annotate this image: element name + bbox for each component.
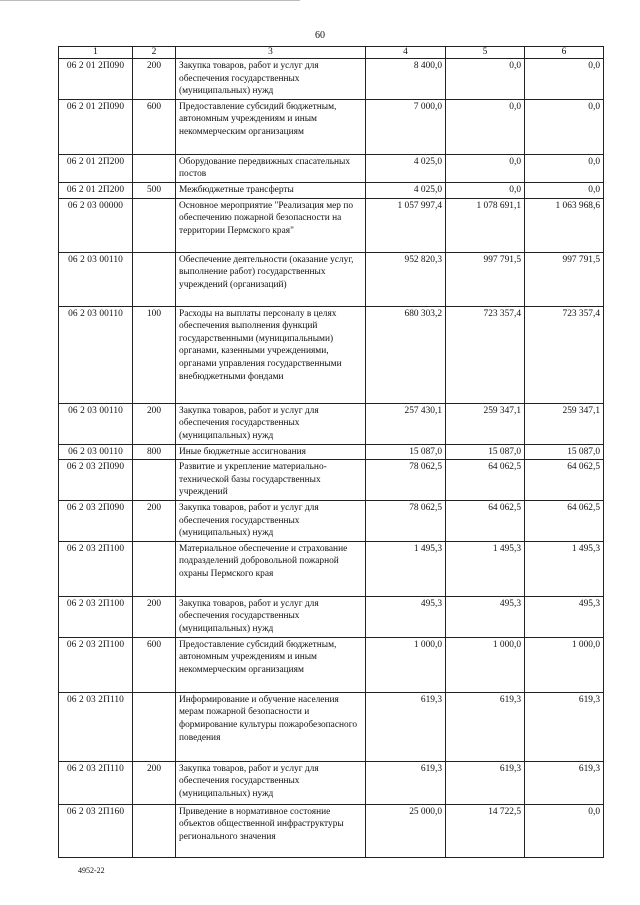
item-name-cell: Закупка товаров, работ и услуг для обеспечения государственных (муниципальных) нужд <box>176 596 366 637</box>
expense-type-cell <box>133 252 176 306</box>
amount-col4-cell: 8 400,0 <box>366 59 446 100</box>
table-row <box>59 252 604 306</box>
amount-col4-cell: 1 495,3 <box>366 541 446 596</box>
amount-col5-cell: 1 495,3 <box>446 541 525 596</box>
item-name-cell: Закупка товаров, работ и услуг для обеспечения государственных (муниципальных) нужд <box>176 500 366 541</box>
column-header: 2 <box>133 47 176 59</box>
amount-col6-cell: 997 791,5 <box>525 252 604 306</box>
expense-type-cell <box>133 198 176 252</box>
amount-col6-cell: 1 000,0 <box>525 637 604 692</box>
table-row <box>59 444 604 460</box>
expense-type-cell: 200 <box>133 500 176 541</box>
table-row <box>59 500 604 541</box>
target-code-cell: 06 2 03 2П100 <box>59 541 133 596</box>
item-name-cell: Закупка товаров, работ и услуг для обеспечения государственных (муниципальных) нужд <box>176 761 366 804</box>
target-code-cell: 06 2 03 2П110 <box>59 761 133 804</box>
amount-col5-cell: 259 347,1 <box>446 403 525 444</box>
expense-type-cell: 600 <box>133 637 176 692</box>
amount-col6-cell: 723 357,4 <box>525 306 604 403</box>
table-row <box>59 761 604 804</box>
target-code-cell: 06 2 03 00110 <box>59 444 133 460</box>
amount-col5-cell: 723 357,4 <box>446 306 525 403</box>
amount-col4-cell: 4 025,0 <box>366 154 446 182</box>
table-row <box>59 637 604 692</box>
budget-table <box>58 46 604 858</box>
amount-col6-cell: 64 062,5 <box>525 500 604 541</box>
expense-type-cell: 100 <box>133 306 176 403</box>
expense-type-cell <box>133 541 176 596</box>
expense-type-cell <box>133 154 176 182</box>
amount-col6-cell: 0,0 <box>525 804 604 857</box>
column-header: 6 <box>525 47 604 59</box>
item-name-cell: Иные бюджетные ассигнования <box>176 444 366 460</box>
amount-col5-cell: 0,0 <box>446 154 525 182</box>
amount-col4-cell: 15 087,0 <box>366 444 446 460</box>
expense-type-cell <box>133 692 176 761</box>
amount-col5-cell: 0,0 <box>446 182 525 198</box>
scan-edge-line <box>0 0 300 1</box>
amount-col6-cell: 15 087,0 <box>525 444 604 460</box>
item-name-cell: Расходы на выплаты персоналу в целях обеспечения выполнения функций государственными (муниципальными) органами, казенными учреждениями, органами управления государственными внебюджетными фондами <box>176 306 366 403</box>
amount-col6-cell: 0,0 <box>525 182 604 198</box>
amount-col4-cell: 1 057 997,4 <box>366 198 446 252</box>
expense-type-cell: 500 <box>133 182 176 198</box>
item-name-cell: Приведение в нормативное состояние объектов общественной инфраструктуры регионального значения <box>176 804 366 857</box>
amount-col4-cell: 1 000,0 <box>366 637 446 692</box>
item-name-cell: Закупка товаров, работ и услуг для обеспечения государственных (муниципальных) нужд <box>176 403 366 444</box>
amount-col4-cell: 78 062,5 <box>366 460 446 501</box>
item-name-cell: Межбюджетные трансферты <box>176 182 366 198</box>
table-row <box>59 306 604 403</box>
target-code-cell: 06 2 03 2П110 <box>59 692 133 761</box>
table-row <box>59 541 604 596</box>
target-code-cell: 06 2 03 00110 <box>59 252 133 306</box>
target-code-cell: 06 2 01 2П200 <box>59 154 133 182</box>
amount-col5-cell: 1 000,0 <box>446 637 525 692</box>
table-row <box>59 460 604 501</box>
item-name-cell: Материальное обеспечение и страхование подразделений добровольной пожарной охраны Пермского края <box>176 541 366 596</box>
table-header-row <box>59 47 604 59</box>
target-code-cell: 06 2 01 2П200 <box>59 182 133 198</box>
item-name-cell: Обеспечение деятельности (оказание услуг, выполнение работ) государственных учреждений (организаций) <box>176 252 366 306</box>
amount-col6-cell: 0,0 <box>525 154 604 182</box>
table-row <box>59 596 604 637</box>
table-row <box>59 182 604 198</box>
item-name-cell: Предоставление субсидий бюджетным, автономным учреждениям и иным некоммерческим организациям <box>176 99 366 154</box>
target-code-cell: 06 2 03 2П090 <box>59 460 133 501</box>
amount-col5-cell: 619,3 <box>446 692 525 761</box>
amount-col5-cell: 0,0 <box>446 99 525 154</box>
column-header: 5 <box>446 47 525 59</box>
amount-col5-cell: 997 791,5 <box>446 252 525 306</box>
amount-col6-cell: 619,3 <box>525 692 604 761</box>
expense-type-cell: 200 <box>133 761 176 804</box>
amount-col6-cell: 1 063 968,6 <box>525 198 604 252</box>
amount-col5-cell: 15 087,0 <box>446 444 525 460</box>
amount-col5-cell: 619,3 <box>446 761 525 804</box>
target-code-cell: 06 2 03 2П100 <box>59 637 133 692</box>
target-code-cell: 06 2 03 00000 <box>59 198 133 252</box>
table-row <box>59 403 604 444</box>
amount-col4-cell: 495,3 <box>366 596 446 637</box>
expense-type-cell: 200 <box>133 596 176 637</box>
amount-col5-cell: 1 078 691,1 <box>446 198 525 252</box>
amount-col4-cell: 619,3 <box>366 692 446 761</box>
amount-col4-cell: 78 062,5 <box>366 500 446 541</box>
table-row <box>59 692 604 761</box>
item-name-cell: Предоставление субсидий бюджетным, автономным учреждениям и иным некоммерческим организациям <box>176 637 366 692</box>
expense-type-cell: 800 <box>133 444 176 460</box>
target-code-cell: 06 2 03 00110 <box>59 306 133 403</box>
amount-col5-cell: 64 062,5 <box>446 500 525 541</box>
target-code-cell: 06 2 03 2П160 <box>59 804 133 857</box>
column-header: 1 <box>59 47 133 59</box>
amount-col5-cell: 14 722,5 <box>446 804 525 857</box>
item-name-cell: Оборудование передвижных спасательных постов <box>176 154 366 182</box>
amount-col6-cell: 259 347,1 <box>525 403 604 444</box>
column-header: 3 <box>176 47 366 59</box>
expense-type-cell: 600 <box>133 99 176 154</box>
target-code-cell: 06 2 03 2П100 <box>59 596 133 637</box>
expense-type-cell: 200 <box>133 59 176 100</box>
column-header: 4 <box>366 47 446 59</box>
amount-col5-cell: 0,0 <box>446 59 525 100</box>
target-code-cell: 06 2 03 2П090 <box>59 500 133 541</box>
amount-col5-cell: 64 062,5 <box>446 460 525 501</box>
table-row <box>59 804 604 857</box>
amount-col6-cell: 1 495,3 <box>525 541 604 596</box>
table-row <box>59 99 604 154</box>
item-name-cell: Развитие и укрепление материально-технической базы государственных учреждений <box>176 460 366 501</box>
page-number: 60 <box>315 30 325 41</box>
amount-col4-cell: 952 820,3 <box>366 252 446 306</box>
amount-col6-cell: 0,0 <box>525 99 604 154</box>
target-code-cell: 06 2 01 2П090 <box>59 99 133 154</box>
target-code-cell: 06 2 03 00110 <box>59 403 133 444</box>
document-footer-code: 4952-22 <box>78 866 105 875</box>
item-name-cell: Основное мероприятие "Реализация мер по обеспечению пожарной безопасности на территории Пермского края" <box>176 198 366 252</box>
expense-type-cell: 200 <box>133 403 176 444</box>
amount-col6-cell: 619,3 <box>525 761 604 804</box>
amount-col4-cell: 4 025,0 <box>366 182 446 198</box>
amount-col4-cell: 257 430,1 <box>366 403 446 444</box>
amount-col4-cell: 25 000,0 <box>366 804 446 857</box>
amount-col6-cell: 0,0 <box>525 59 604 100</box>
amount-col5-cell: 495,3 <box>446 596 525 637</box>
amount-col4-cell: 619,3 <box>366 761 446 804</box>
table-row <box>59 59 604 100</box>
expense-type-cell <box>133 804 176 857</box>
table-row <box>59 198 604 252</box>
amount-col4-cell: 7 000,0 <box>366 99 446 154</box>
amount-col4-cell: 680 303,2 <box>366 306 446 403</box>
expense-type-cell <box>133 460 176 501</box>
table-row <box>59 154 604 182</box>
item-name-cell: Закупка товаров, работ и услуг для обеспечения государственных (муниципальных) нужд <box>176 59 366 100</box>
target-code-cell: 06 2 01 2П090 <box>59 59 133 100</box>
amount-col6-cell: 64 062,5 <box>525 460 604 501</box>
amount-col6-cell: 495,3 <box>525 596 604 637</box>
item-name-cell: Информирование и обучение населения мерам пожарной безопасности и формирование культуры пожаробезопасного поведения <box>176 692 366 761</box>
